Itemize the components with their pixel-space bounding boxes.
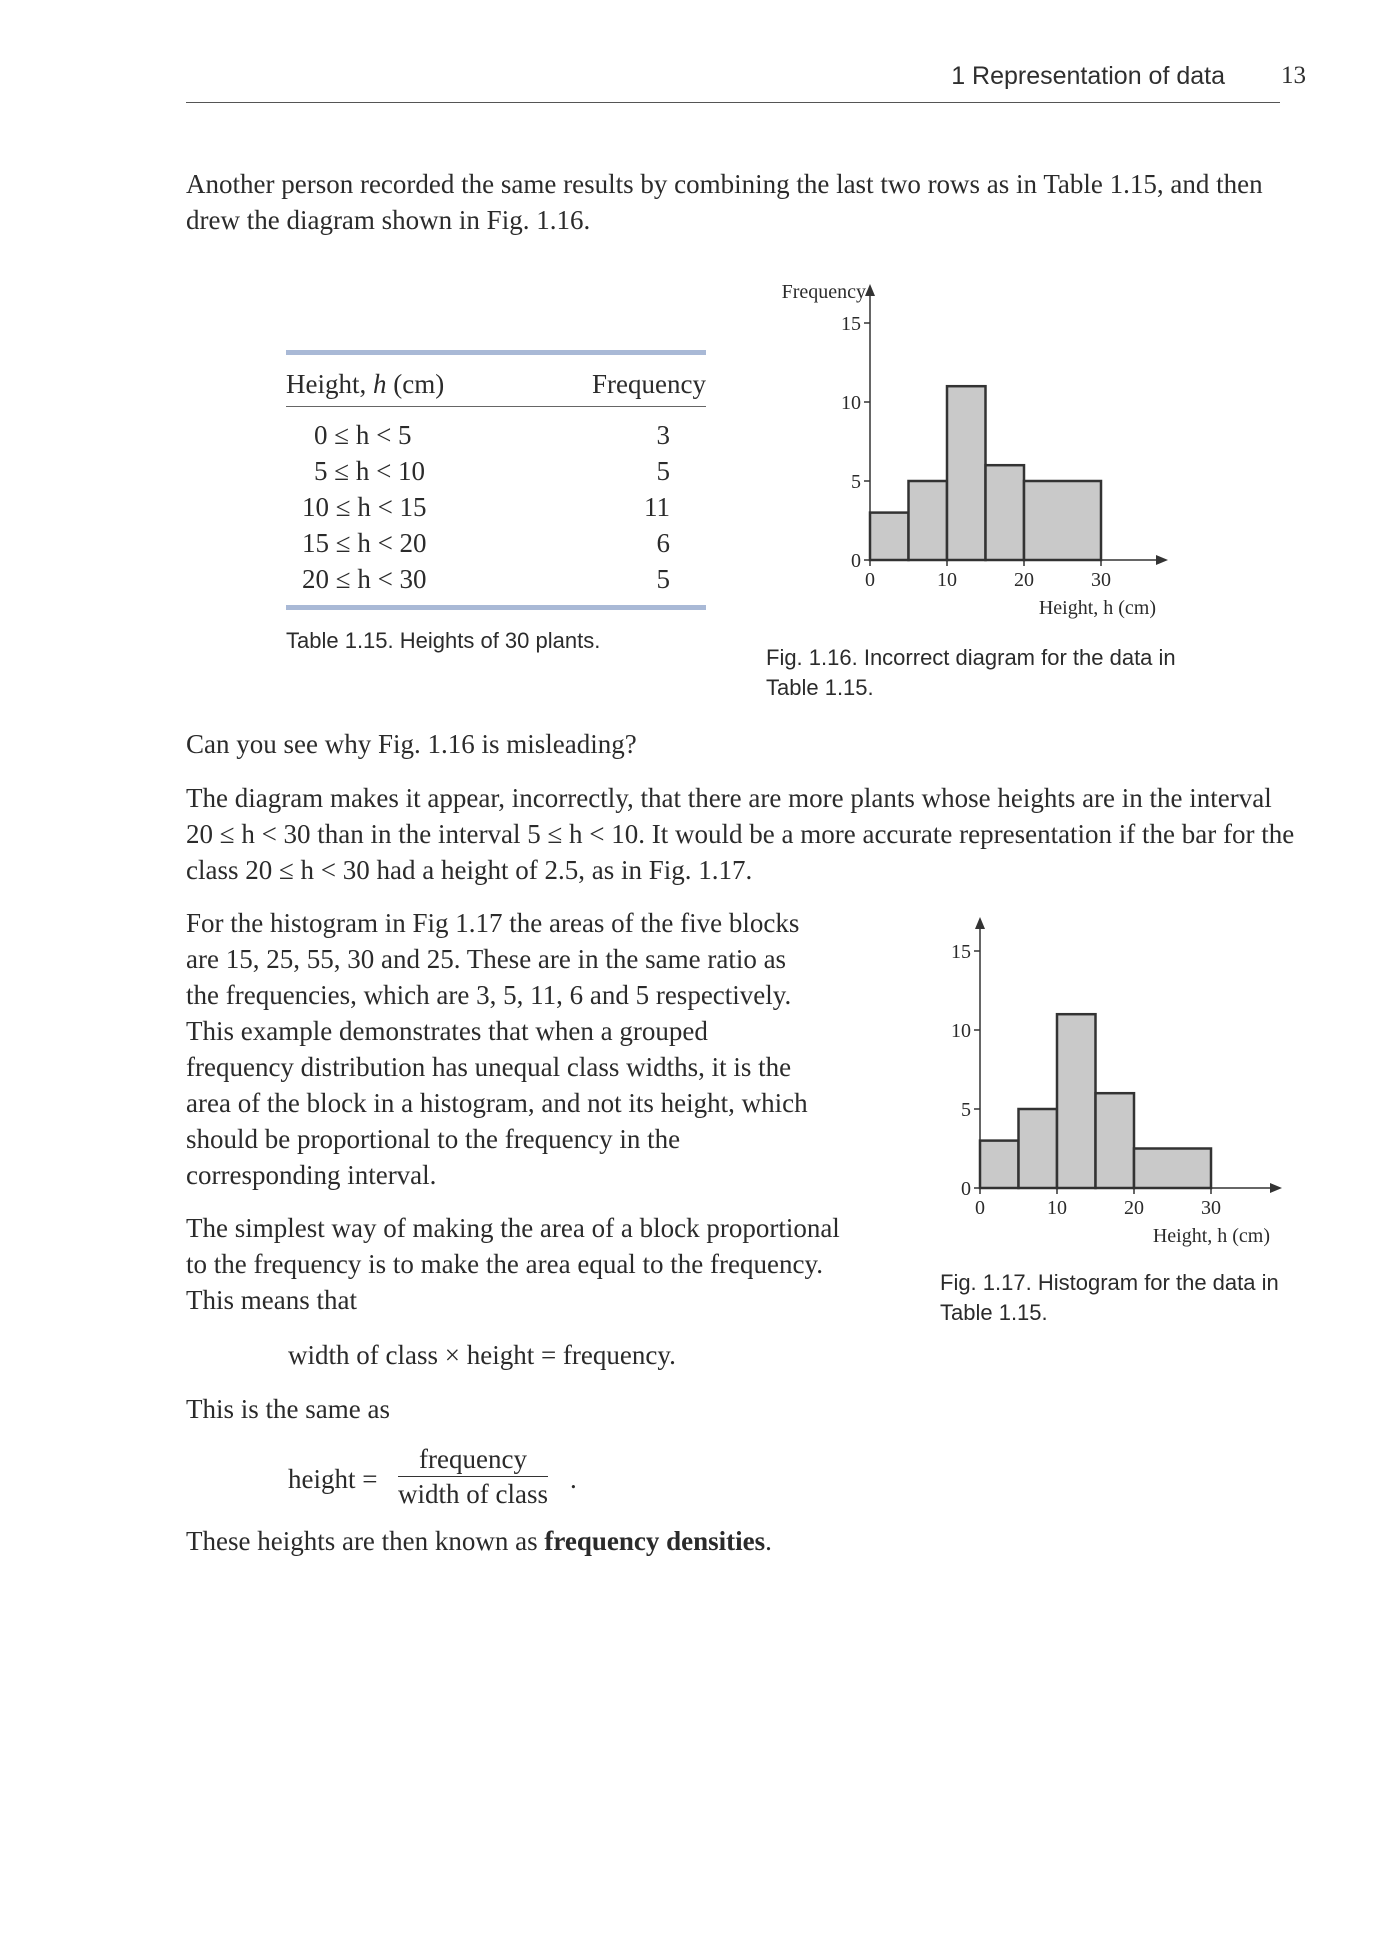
frequency-table-block [286,350,706,610]
table-row [286,561,706,597]
table-cell-interval: 5 ≤ h < 10 [314,456,426,486]
height-header-var: h [373,369,387,399]
y-tick-label: 0 [961,1178,971,1200]
y-tick-label: 10 [951,1020,971,1042]
fig-1-16-plot [782,281,1162,619]
x-tick-label: 0 [975,1197,985,1219]
histogram-bar [1057,1014,1096,1188]
simplest-paragraph: The simplest way of making the area of a block proportional to the frequency is to make the area equal to the frequency. This means that [186,1213,840,1315]
histogram-bar [1134,1149,1211,1189]
table-row [286,407,706,454]
y-tick-label: 15 [841,313,861,335]
histogram-bar [1019,1109,1058,1188]
histogram-bar [909,481,948,560]
histogram-bar [870,513,909,560]
table-cell-interval: 0 ≤ h < 5 [314,420,412,450]
histogram-bar [986,465,1025,560]
table-cell-interval: 10 ≤ h < 15 [302,492,427,522]
x-tick-label: 20 [1014,569,1034,591]
fraction [398,1442,548,1511]
histogram-bar [947,386,986,560]
explanation-paragraph: The diagram makes it appear, incorrectly, that there are more plants whose heights are in the interval 20 ≤ h < 30 than in the interval 5 ≤ h < 10. It would be a more accurate representation if the bar for the class 20 ≤ h < 30 had a height of 2.5, as in Fig. 1.17. [186,783,1295,885]
table-cell-frequency: 11 [644,492,670,522]
frequency-table [286,355,706,597]
term-frequency-densities: frequency densities [544,1526,766,1556]
question-text: Can you see why Fig. 1.16 is misleading? [186,729,637,759]
histogram-bar [980,1141,1019,1188]
table-bottom-rule [286,605,706,610]
x-tick-label: 20 [1124,1197,1144,1219]
x-tick-label: 30 [1201,1197,1221,1219]
table-row [286,489,706,525]
table-cell-frequency: 6 [656,528,670,558]
histogram-bar [1096,1093,1135,1188]
y-axis-label: Frequency [781,281,866,303]
x-tick-label: 30 [1091,569,1111,591]
final-after: . [765,1526,772,1556]
chapter-title: 1 Representation of data [951,62,1225,90]
y-tick-label: 0 [851,550,861,572]
y-tick-label: 15 [951,941,971,963]
table-row [286,453,706,489]
table-cell-interval: 15 ≤ h < 20 [302,528,427,558]
intro-paragraph: Another person recorded the same results by combining the last two rows as in Table 1.15, and then drew the diagram shown in Fig. 1.16. [186,169,1263,235]
fraction-numerator: frequency [398,1442,548,1477]
height-header-prefix: Height, [286,369,373,399]
y-tick-label: 5 [851,471,861,493]
fig-1-16-chart [740,270,1180,630]
x-axis-label: Height, h (cm) [1152,1225,1270,1247]
table-caption: Table 1.15. Heights of 30 plants. [286,628,601,653]
fig-1-17-caption: Fig. 1.17. Histogram for the data in Table 1.15. [940,1270,1279,1325]
column-header-frequency: Frequency [530,355,706,407]
x-axis-label: Height, h (cm) [1038,597,1156,619]
table-cell-frequency: 5 [656,564,670,594]
fig-1-17-plot [951,923,1276,1247]
height-header-suffix: (cm) [386,369,445,399]
final-sentence [186,1526,772,1557]
x-tick-label: 0 [865,569,875,591]
equation-end: . [570,1464,577,1494]
final-before: These heights are then known as [186,1526,545,1556]
fig-1-16-caption: Fig. 1.16. Incorrect diagram for the data in Table 1.15. [766,645,1176,700]
table-row [286,525,706,561]
running-header [186,58,1306,103]
equation-area: width of class × height = frequency. [288,1340,676,1370]
table-cell-frequency: 3 [656,420,670,450]
table-cell-interval: 20 ≤ h < 30 [302,564,427,594]
histogram-bar [1024,481,1101,560]
areas-paragraph: For the histogram in Fig 1.17 the areas of the five blocks are 15, 25, 55, 30 and 25. These are in the same ratio as the frequencies, which are 3, 5, 11, 6 and 5 respectively. This example demonstrates that when a grouped frequency distribution has unequal class widths, it is the area of the block in a histogram, and not its height, which should be proportional to the frequency in the corresponding interval. [186,908,808,1190]
y-tick-label: 5 [961,1099,971,1121]
fig-1-17-chart [930,905,1290,1255]
x-tick-label: 10 [937,569,957,591]
column-header-height [286,355,530,407]
page-number: 13 [1281,62,1306,89]
fraction-denominator: width of class [398,1479,548,1509]
table-cell-frequency: 5 [656,456,670,486]
y-tick-label: 10 [841,392,861,414]
same-as-text: This is the same as [186,1394,390,1424]
equation-height [288,1442,608,1522]
equation-lhs: height = [288,1464,378,1494]
x-tick-label: 10 [1047,1197,1067,1219]
